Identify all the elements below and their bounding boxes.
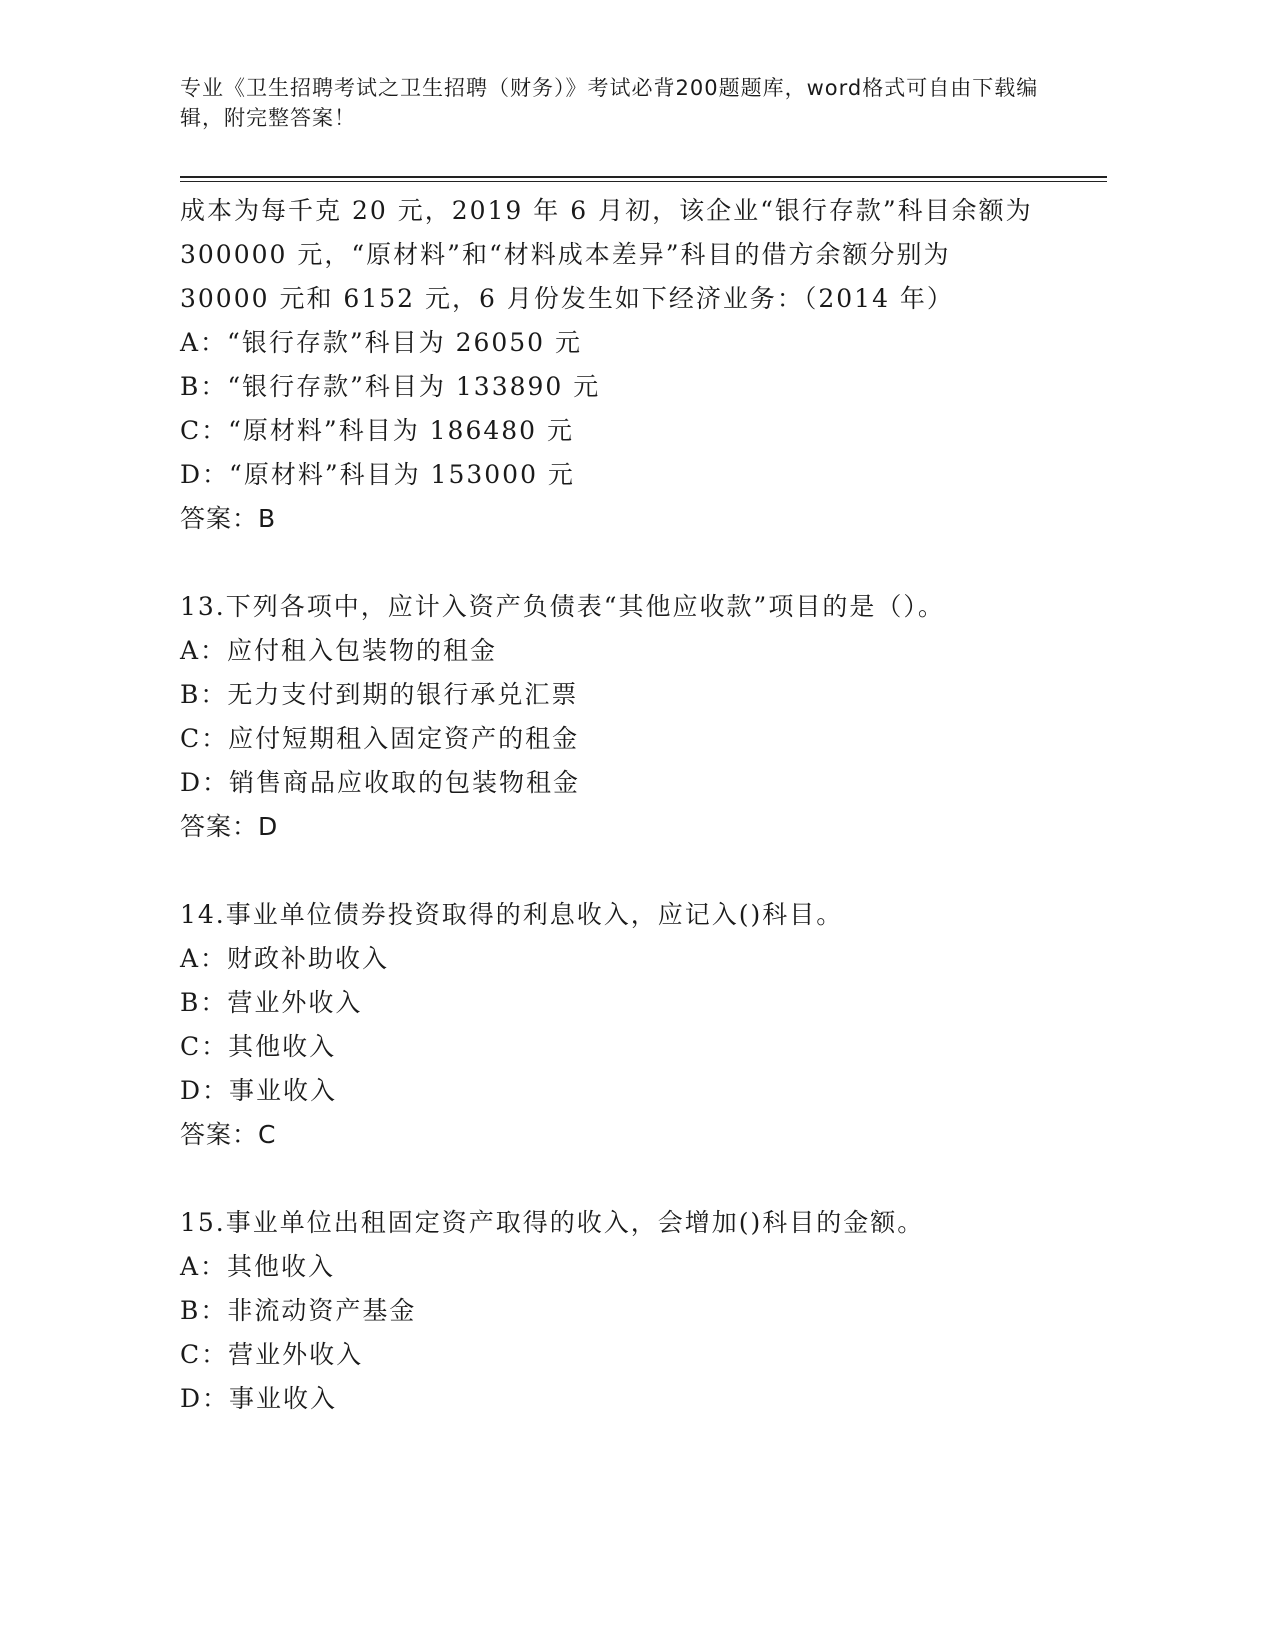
answer-line: 答案：C — [180, 1120, 277, 1149]
option-b: B：营业外收入 — [180, 988, 363, 1017]
question-stem-line: 30000 元和 6152 元，6 月份发生如下经济业务：（2014 年） — [180, 284, 954, 313]
document-header: 专业《卫生招聘考试之卫生招聘（财务）》考试必背200题题库，word格式可自由下载编辑，附完整答案！ — [180, 76, 1039, 130]
option-c: C：应付短期租入固定资产的租金 — [180, 724, 580, 753]
question-stem: 14.事业单位债券投资取得的利息收入，应记入()科目。 — [180, 900, 844, 929]
option-a: A：财政补助收入 — [180, 944, 390, 973]
question-list — [180, 189, 1107, 1421]
spacer — [180, 541, 1107, 585]
option-a: A：“银行存款”科目为 26050 元 — [180, 328, 583, 357]
question-stem: 15.事业单位出租固定资产取得的收入，会增加()科目的金额。 — [180, 1208, 925, 1237]
option-b: B：非流动资产基金 — [180, 1296, 417, 1325]
answer-line: 答案：D — [180, 812, 279, 841]
option-c: C：“原材料”科目为 186480 元 — [180, 416, 575, 445]
question-13 — [180, 585, 1107, 849]
option-a: A：应付租入包装物的租金 — [180, 636, 498, 665]
question-15 — [180, 1201, 1107, 1421]
option-b: B：“银行存款”科目为 133890 元 — [180, 372, 601, 401]
question-stem-line: 成本为每千克 20 元，2019 年 6 月初，该企业“银行存款”科目余额为 — [180, 196, 1033, 225]
question-stem: 13.下列各项中，应计入资产负债表“其他应收款”项目的是（）。 — [180, 592, 945, 621]
option-d: D：事业收入 — [180, 1384, 338, 1413]
option-a: A：其他收入 — [180, 1252, 336, 1281]
question-stem-line: 300000 元，“原材料”和“材料成本差异”科目的借方余额分别为 — [180, 240, 951, 269]
option-d: D：事业收入 — [180, 1076, 338, 1105]
header-divider-thick — [180, 176, 1107, 178]
option-c: C：营业外收入 — [180, 1340, 364, 1369]
option-d: D：“原材料”科目为 153000 元 — [180, 460, 575, 489]
spacer — [180, 1157, 1107, 1201]
question-14 — [180, 893, 1107, 1157]
option-c: C：其他收入 — [180, 1032, 337, 1061]
header-divider-thin — [180, 181, 1107, 182]
option-b: B：无力支付到期的银行承兑汇票 — [180, 680, 579, 709]
option-d: D：销售商品应收取的包装物租金 — [180, 768, 581, 797]
question-12 — [180, 189, 1107, 541]
answer-line: 答案：B — [180, 504, 277, 533]
spacer — [180, 849, 1107, 893]
